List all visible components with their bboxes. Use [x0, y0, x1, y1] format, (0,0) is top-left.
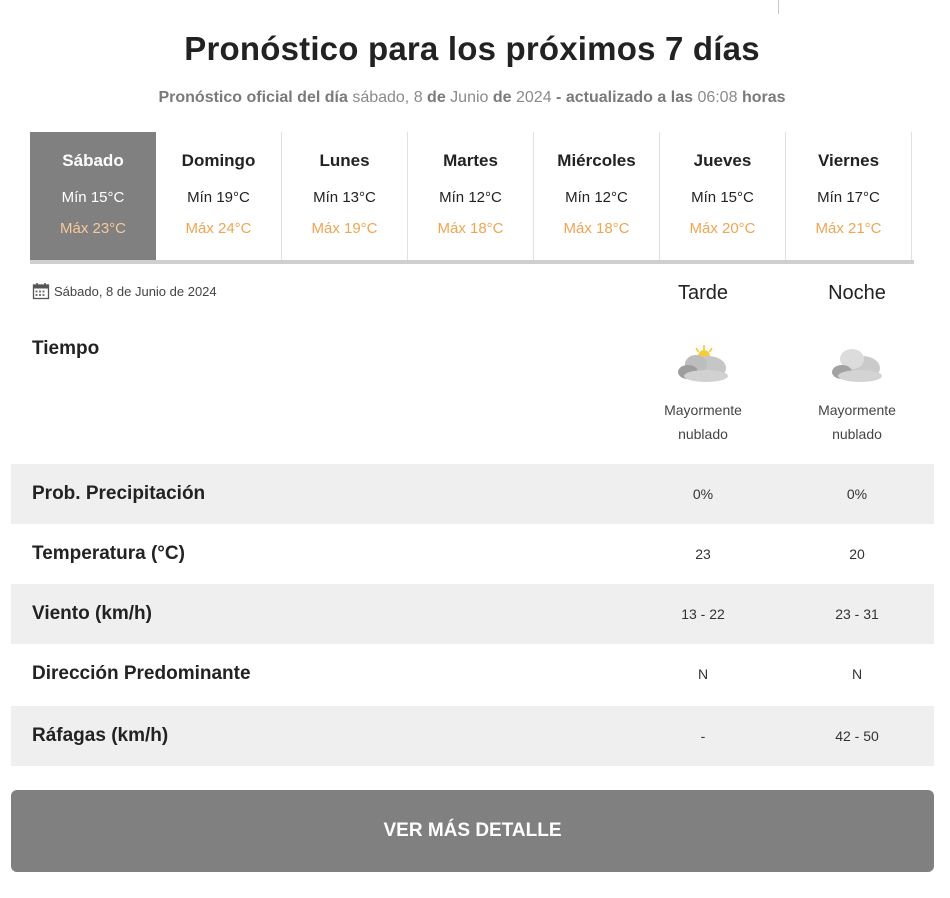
day-min-temp: Mín 19°C — [187, 189, 250, 206]
weather-description-line: Mayormente — [664, 402, 742, 418]
table-row-temperatura — [11, 524, 934, 584]
day-min-temp: Mín 15°C — [61, 189, 125, 206]
day-max-temp: Máx 19°C — [311, 220, 378, 237]
weather-description-line: nublado — [678, 426, 728, 442]
subtitle-hours: horas — [741, 89, 786, 106]
weather-description-line: nublado — [832, 426, 882, 442]
weather-description-tarde — [628, 398, 778, 446]
day-tabs — [30, 132, 914, 264]
calendar-icon — [32, 282, 50, 300]
day-min-temp: Mín 12°C — [565, 189, 628, 206]
day-min-temp: Mín 17°C — [817, 189, 880, 206]
top-divider — [778, 0, 779, 14]
day-max-temp: Máx 24°C — [185, 220, 252, 237]
day-max-temp: Máx 21°C — [815, 220, 882, 237]
row-label: Ráfagas (km/h) — [32, 725, 169, 746]
day-name: Domingo — [181, 151, 256, 170]
day-tab-martes[interactable] — [408, 132, 534, 260]
cloud-sun-icon — [672, 343, 734, 385]
detail-date-label: Sábado, 8 de Junio de 2024 — [54, 283, 217, 299]
subtitle-month: Junio — [450, 89, 489, 106]
day-tab-miercoles[interactable] — [534, 132, 660, 260]
row-value-tarde: N — [697, 666, 709, 682]
row-label: Dirección Predominante — [32, 663, 251, 684]
day-max-temp: Máx 18°C — [437, 220, 504, 237]
subtitle-year: 2024 — [516, 89, 552, 106]
subtitle-time: 06:08 — [697, 89, 738, 106]
day-name: Sábado — [62, 151, 124, 170]
tiempo-label: Tiempo — [32, 338, 100, 359]
subtitle-date: sábado, 8 — [352, 89, 423, 106]
subtitle-de: de — [492, 89, 512, 106]
day-name: Jueves — [693, 151, 752, 170]
cloud-moon-icon — [826, 343, 888, 385]
subtitle-de: de — [427, 89, 446, 106]
day-max-temp: Máx 18°C — [563, 220, 630, 237]
table-row-direccion — [11, 644, 934, 704]
subtitle-updated: - actualizado a las — [556, 89, 693, 106]
day-tab-viernes[interactable] — [786, 132, 912, 260]
day-tab-lunes[interactable] — [282, 132, 408, 260]
weather-description-noche — [782, 398, 932, 446]
day-name: Lunes — [319, 151, 370, 170]
ver-mas-detalle-button[interactable]: VER MÁS DETALLE — [11, 790, 934, 872]
detail-date — [32, 282, 217, 300]
row-label: Viento (km/h) — [32, 603, 152, 624]
weather-description-line: Mayormente — [818, 402, 896, 418]
row-value-noche: 20 — [849, 546, 865, 562]
day-name: Viernes — [817, 151, 880, 170]
table-row-prob-precipitacion — [11, 464, 934, 524]
day-min-temp: Mín 15°C — [691, 189, 754, 206]
row-label: Prob. Precipitación — [32, 483, 206, 504]
row-value-tarde: 0% — [692, 486, 714, 502]
forecast-subtitle — [0, 89, 944, 107]
day-tab-jueves[interactable] — [660, 132, 786, 260]
day-max-temp: Máx 20°C — [689, 220, 756, 237]
table-row-viento — [11, 584, 934, 644]
row-value-tarde: 23 — [695, 546, 711, 562]
day-tab-domingo[interactable] — [156, 132, 282, 260]
row-label: Temperatura (°C) — [32, 543, 185, 564]
day-max-temp: Máx 23°C — [59, 220, 127, 237]
subtitle-label: Pronóstico oficial del día — [158, 89, 348, 106]
row-value-noche: N — [851, 666, 863, 682]
day-tab-sabado[interactable] — [30, 132, 156, 260]
column-header-noche: Noche — [828, 282, 886, 304]
day-min-temp: Mín 13°C — [313, 189, 376, 206]
row-value-noche: 0% — [846, 486, 868, 502]
table-row-rafagas — [11, 706, 934, 766]
page-title: Pronóstico para los próximos 7 días — [184, 30, 760, 67]
row-value-noche: 42 - 50 — [835, 728, 879, 744]
day-min-temp: Mín 12°C — [439, 189, 502, 206]
column-header-tarde: Tarde — [677, 282, 729, 304]
day-name: Miércoles — [557, 151, 636, 170]
row-value-noche: 23 - 31 — [835, 606, 879, 622]
row-value-tarde: - — [700, 728, 706, 744]
row-value-tarde: 13 - 22 — [681, 606, 725, 622]
day-name: Martes — [443, 151, 498, 170]
